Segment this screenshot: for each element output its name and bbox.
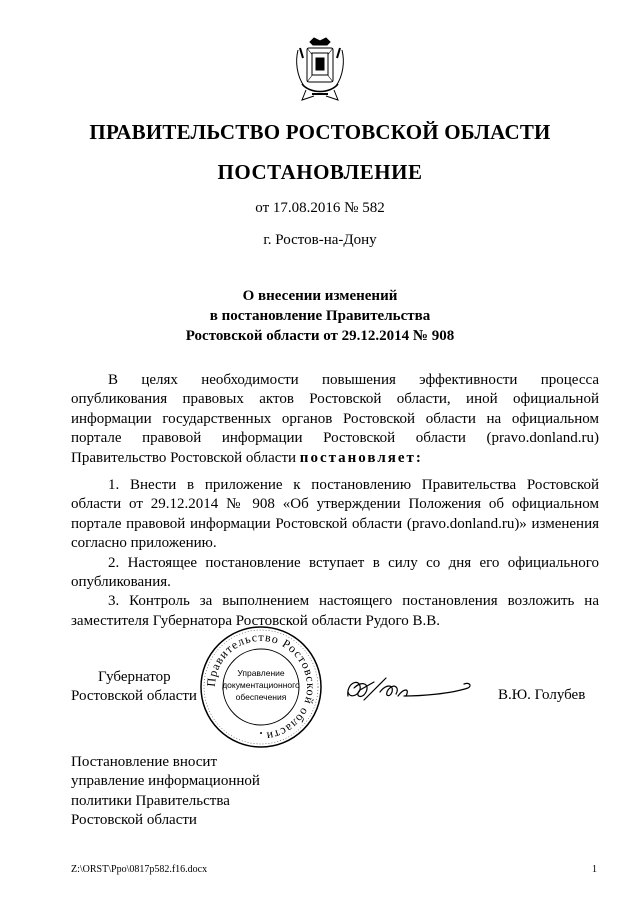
- preamble: [71, 371, 599, 468]
- author-note-line: политики Правительства: [71, 792, 230, 809]
- author-note-line: Постановление вносит: [71, 754, 218, 770]
- seal-center-line: документационного: [222, 680, 300, 690]
- list-item: 3. Контроль за выполнением настоящего постановления возложить на заместителя Губернатора Ростовской области Рудого В.В.: [71, 593, 599, 629]
- date-number: от 17.08.2016 № 582: [255, 200, 385, 216]
- decree-items: [71, 476, 599, 631]
- handwritten-signature-icon: [340, 670, 480, 710]
- city: г. Ростов-на-Дону: [263, 232, 377, 248]
- subject-line: О внесении изменений: [242, 288, 398, 304]
- document-subject: [0, 286, 640, 346]
- author-note: [71, 753, 260, 831]
- coat-of-arms-icon: [294, 36, 346, 104]
- signer-name: В.Ю. Голубев: [498, 687, 586, 703]
- author-note-line: управление информационной: [71, 773, 260, 790]
- decree-word: постановляет:: [299, 449, 423, 466]
- signatory-title-line: Губернатор: [98, 669, 171, 685]
- signatory-title-line: Ростовской области: [71, 688, 197, 704]
- signatory-title: [71, 668, 197, 706]
- subject-line: в постановление Правительства: [209, 308, 431, 324]
- author-note-line: Ростовской области: [71, 812, 197, 829]
- list-item: 2. Настоящее постановление вступает в силу со дня его официального опубликования.: [71, 554, 599, 591]
- seal-center-line: обеспечения: [235, 692, 287, 702]
- preamble-text: В целях необходимости повышения эффективности процесса опубликования правовых актов Ростовской области, иной официальной информации государственных органов Ростовской области на официальном портале правовой информации Ростовской области (pravo.donland.ru) Правительство Ростовской области: [71, 372, 599, 466]
- organization-title: ПРАВИТЕЛЬСТВО РОСТОВСКОЙ ОБЛАСТИ: [89, 120, 551, 144]
- document-type: ПОСТАНОВЛЕНИЕ: [217, 160, 423, 184]
- subject-line: Ростовской области от 29.12.2014 № 908: [185, 328, 455, 344]
- svg-text:•: •: [259, 729, 263, 738]
- list-item: 1. Внести в приложение к постановлению Правительства Ростовской области от 29.12.2014 № 908 «Об утверждении Положения об официальном портале правовой информации Ростовской области (pravo.donland.ru)» изменения согласно приложению.: [71, 477, 599, 552]
- seal-ring-text: Правительство Ростовской области: [203, 629, 319, 744]
- seal-center-line: Управление: [237, 668, 285, 678]
- file-path: Z:\ORST\Ppo\0817p582.f16.docx: [71, 864, 208, 875]
- official-seal-icon: [196, 622, 326, 752]
- page-number: 1: [592, 864, 597, 875]
